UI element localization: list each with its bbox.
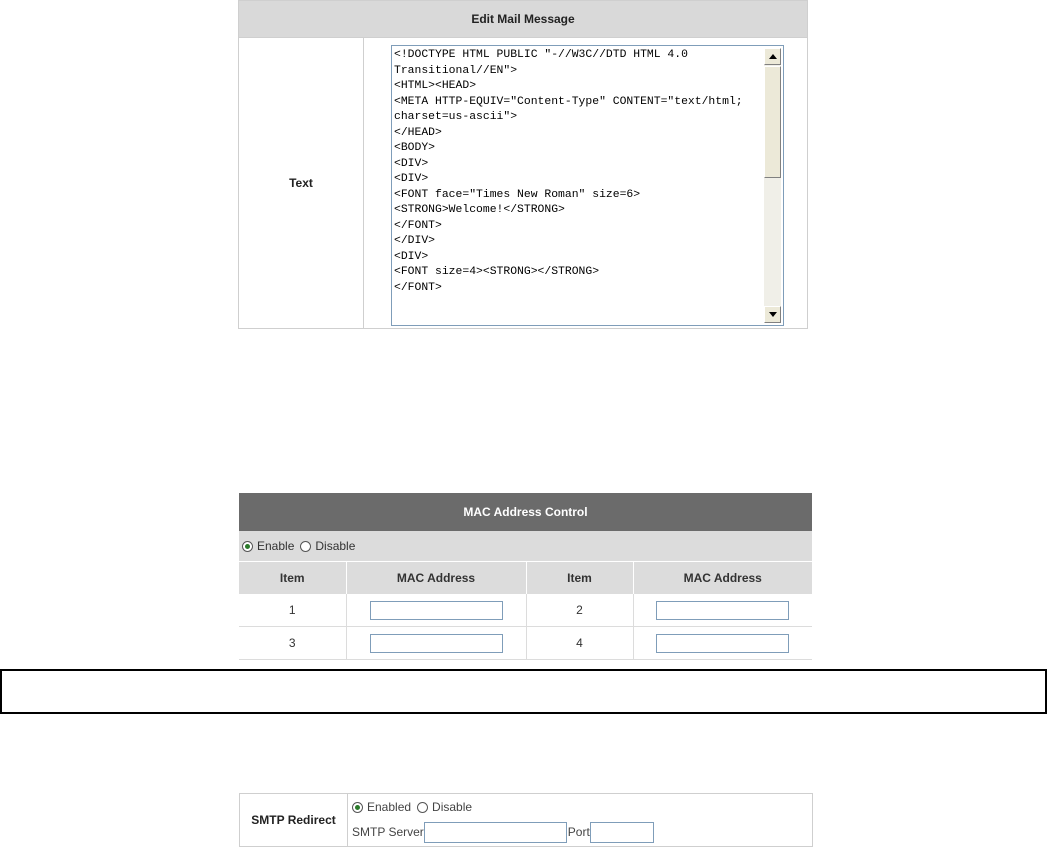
scroll-up-button[interactable] [764, 48, 781, 65]
mac-address-input[interactable] [656, 601, 789, 620]
edit-mail-message-panel [238, 0, 808, 329]
column-header: Item [526, 562, 633, 594]
item-number: 2 [526, 594, 633, 627]
item-number: 4 [526, 627, 633, 660]
mail-text-content[interactable]: <!DOCTYPE HTML PUBLIC "-//W3C//DTD HTML 4.0 Transitional//EN"> <HTML><HEAD> <META HTTP-EQUIV="Content-Type" CONTENT="text/html; charset=us-ascii"> </HEAD> <BODY> <DIV> <DIV> <FONT face="Times New Roman" size=6> <STRONG>Welcome!</STRONG> </FONT> </DIV> <DIV> <FONT size=4><STRONG></STRONG> </FONT> [394, 49, 743, 294]
smtp-server-input[interactable] [424, 822, 567, 843]
smtp-redirect-panel [239, 793, 813, 847]
smtp-radio-row [352, 794, 812, 820]
scroll-down-button[interactable] [764, 306, 781, 323]
mail-content-cell [364, 38, 807, 328]
mac-address-cell [346, 594, 526, 627]
panel-title: Edit Mail Message [239, 1, 807, 38]
scroll-thumb[interactable] [764, 66, 781, 178]
enable-option[interactable] [242, 539, 294, 553]
smtp-redirect-label: SMTP Redirect [240, 794, 348, 846]
disable-option[interactable] [300, 539, 355, 553]
enable-radio[interactable] [242, 541, 253, 552]
enabled-radio[interactable] [352, 802, 363, 813]
table-header-row [239, 562, 812, 594]
mac-control-radio-row [239, 531, 812, 561]
arrow-down-icon [769, 312, 777, 317]
port-input[interactable] [590, 822, 654, 843]
mac-address-cell [633, 627, 812, 660]
smtp-server-row [352, 820, 812, 844]
disable-label: Disable [315, 539, 356, 553]
panel-title: MAC Address Control [239, 493, 812, 531]
table-row [239, 594, 812, 627]
column-header: Item [239, 562, 346, 594]
mac-address-cell [346, 627, 526, 660]
disable-label: Disable [432, 800, 473, 814]
empty-note-box [0, 669, 1047, 714]
column-header: MAC Address [346, 562, 526, 594]
port-label: Port [567, 825, 590, 839]
mac-address-cell [633, 594, 812, 627]
disable-radio[interactable] [417, 802, 428, 813]
enabled-option[interactable] [352, 800, 411, 814]
smtp-settings [348, 794, 812, 846]
disable-option[interactable] [417, 800, 472, 814]
enable-label: Enable [257, 539, 295, 553]
smtp-server-label: SMTP Server [352, 825, 424, 839]
mail-text-area[interactable] [391, 45, 784, 326]
mac-address-input[interactable] [370, 601, 503, 620]
mail-body-row [239, 38, 807, 328]
column-header: MAC Address [633, 562, 812, 594]
mac-address-input[interactable] [370, 634, 503, 653]
vertical-scrollbar[interactable] [764, 48, 781, 323]
text-label: Text [239, 38, 364, 328]
table-row [239, 627, 812, 660]
item-number: 1 [239, 594, 346, 627]
enabled-label: Enabled [367, 800, 412, 814]
mac-address-control-panel [239, 493, 812, 665]
arrow-up-icon [769, 54, 777, 59]
item-number: 3 [239, 627, 346, 660]
mac-address-input[interactable] [656, 634, 789, 653]
disable-radio[interactable] [300, 541, 311, 552]
mac-address-table [239, 562, 812, 660]
